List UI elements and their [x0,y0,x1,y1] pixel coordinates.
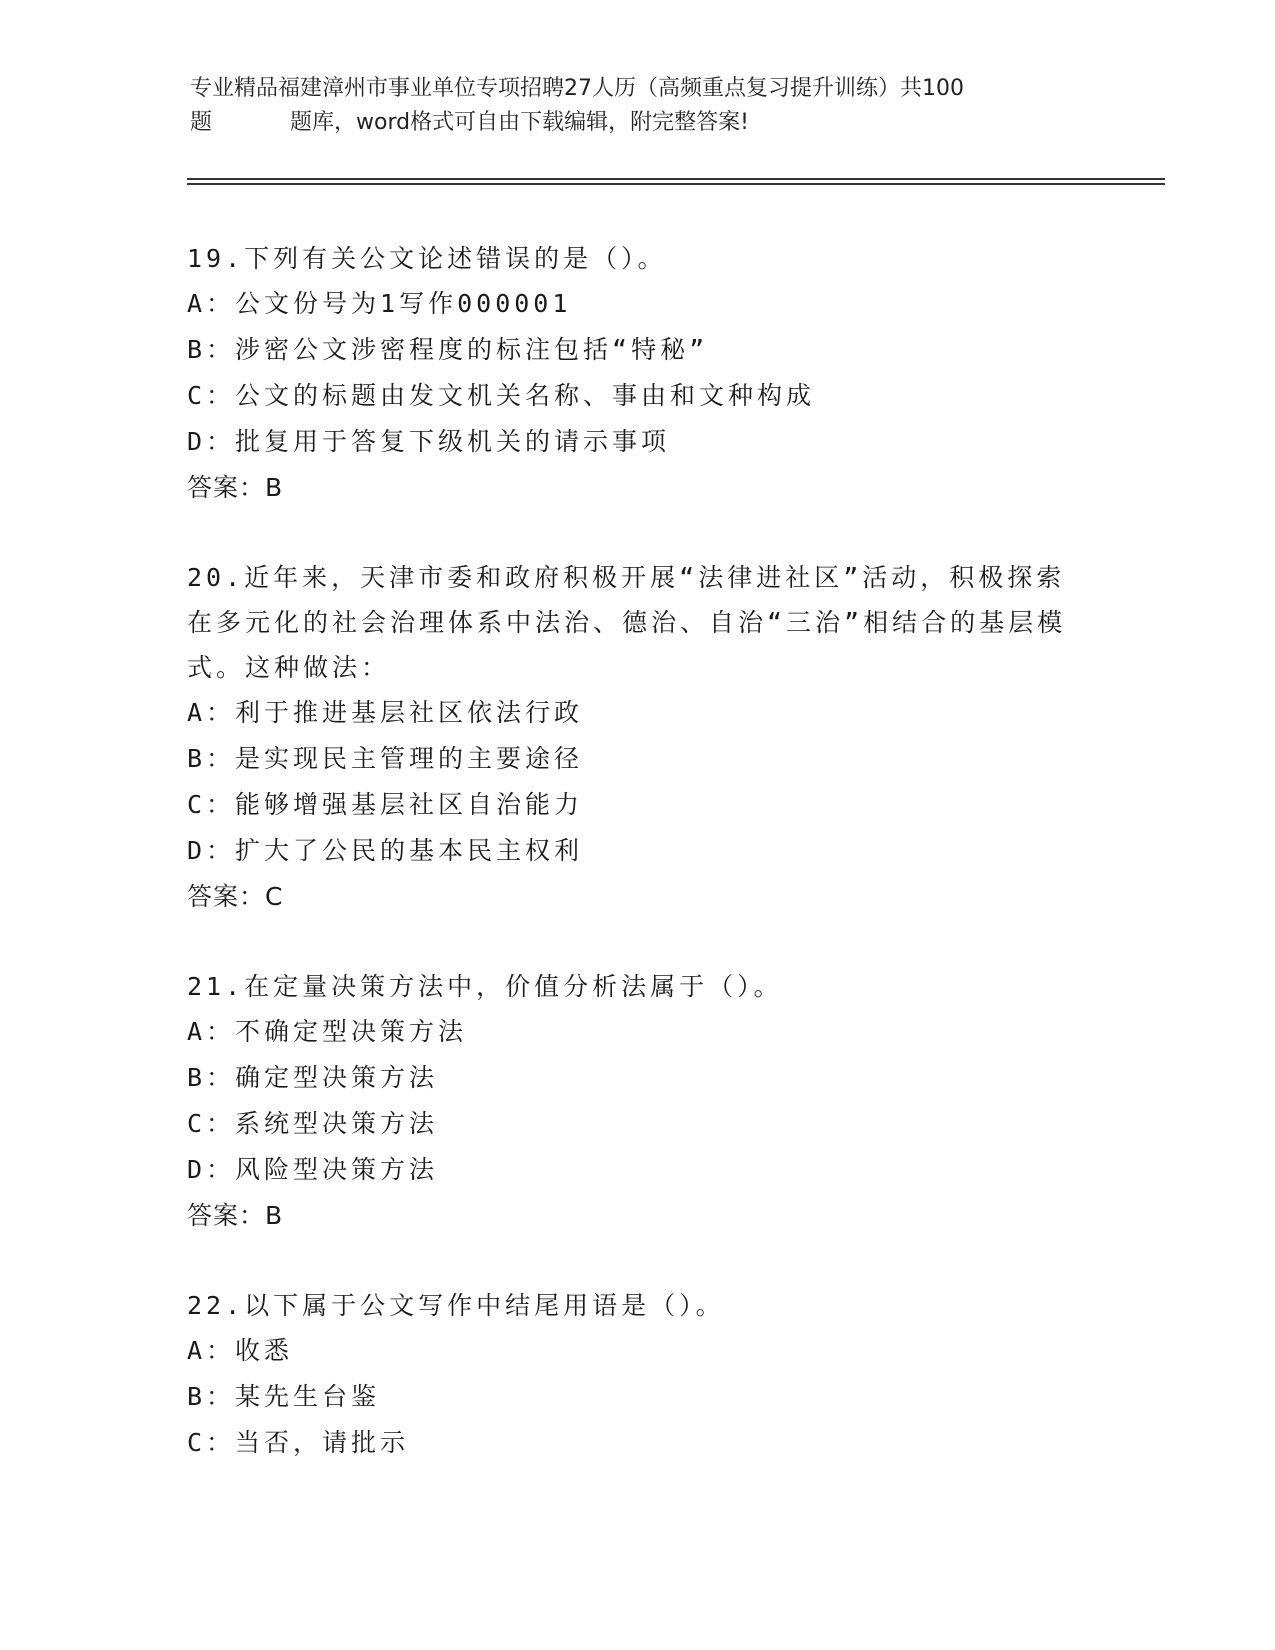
document-header [190,72,1090,140]
question-text: 21.在定量决策方法中，价值分析法属于（）。 [187,972,783,1001]
option-d: D：批复用于答复下级机关的请示事项 [187,427,671,456]
option-c: C：公文的标题由发文机关名称、事由和文种构成 [187,381,816,410]
question-20 [187,555,1087,920]
question-21 [187,964,1087,1239]
question-list [187,236,1087,1510]
question-22 [187,1283,1087,1466]
option-a: A：收悉 [187,1336,294,1365]
option-b: B：是实现民主管理的主要途径 [187,744,584,773]
header-title-prefix: 题 [190,110,213,135]
header-title-line2 [190,106,1090,140]
option-b: B：某先生台鉴 [187,1382,381,1411]
option-d: D：风险型决策方法 [187,1155,439,1184]
option-c: C：系统型决策方法 [187,1109,439,1138]
question-text: 20.近年来，天津市委和政府积极开展“法律进社区”活动，积极探索在多元化的社会治理体系中法治、德治、自治“三治”相结合的基层模式。这种做法： [187,563,1067,682]
option-d: D：扩大了公民的基本民主权利 [187,836,584,865]
option-a: A：公文份号为1写作000001 [187,289,572,318]
header-divider-top [187,178,1165,180]
header-divider-bottom [187,183,1165,185]
header-title-line1: 专业精品福建漳州市事业单位专项招聘27人历（高频重点复习提升训练）共100 [190,76,964,101]
answer-label: 答案：B [187,473,284,502]
question-19 [187,236,1087,511]
answer-label: 答案：C [187,882,284,911]
header-title-rest: 题库，word格式可自由下载编辑，附完整答案! [290,110,749,135]
option-c: C：当否，请批示 [187,1428,410,1457]
option-a: A：利于推进基层社区依法行政 [187,698,584,727]
option-b: B：涉密公文涉密程度的标注包括“特秘” [187,335,709,364]
answer-label: 答案：B [187,1201,284,1230]
question-text: 19.下列有关公文论述错误的是（）。 [187,244,667,273]
question-text: 22.以下属于公文写作中结尾用语是（）。 [187,1291,725,1320]
option-c: C：能够增强基层社区自治能力 [187,790,584,819]
option-a: A：不确定型决策方法 [187,1017,468,1046]
option-b: B：确定型决策方法 [187,1063,439,1092]
